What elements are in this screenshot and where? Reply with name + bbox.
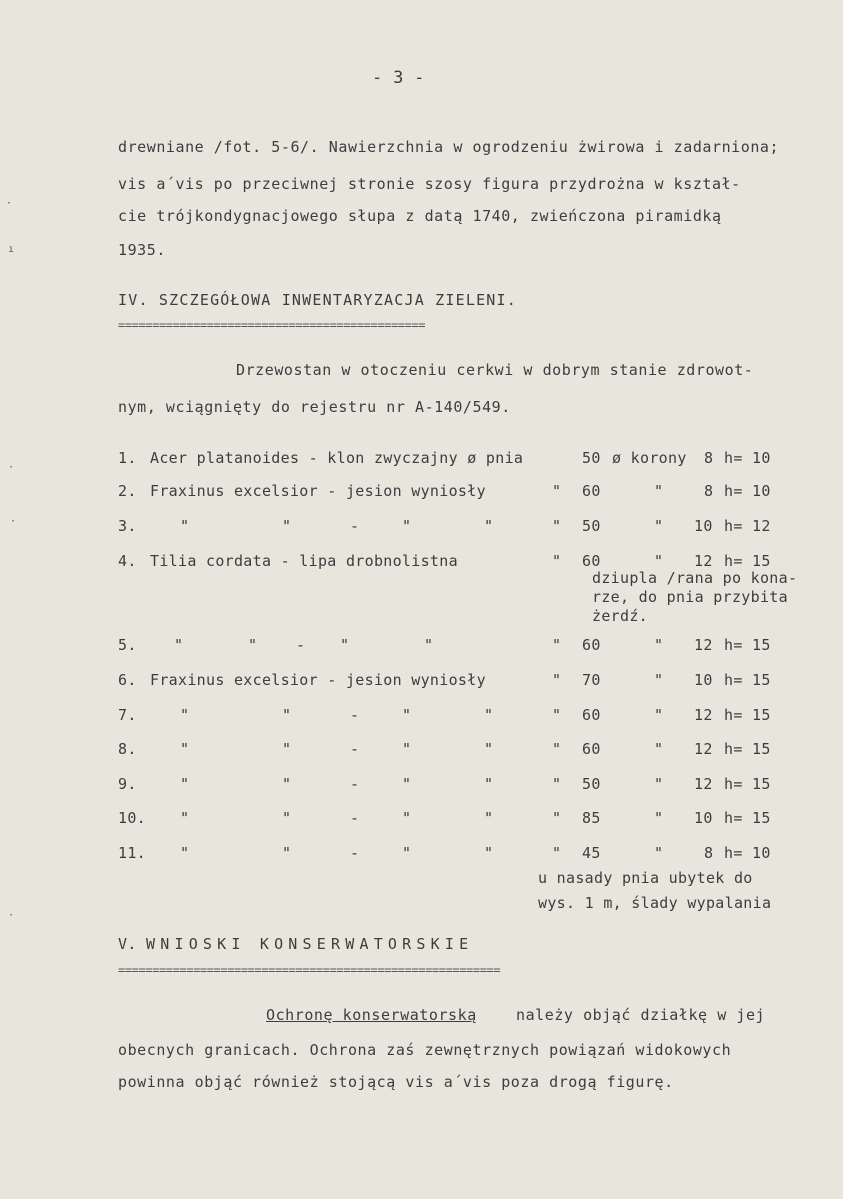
species-name: Fraxinus excelsior - jesion wyniosły bbox=[150, 482, 486, 500]
trunk-diameter: 45 bbox=[582, 844, 601, 862]
dash: - bbox=[350, 517, 360, 535]
crown-diameter: 8 bbox=[704, 449, 714, 467]
row-number: 9. bbox=[118, 775, 137, 793]
dash: - bbox=[350, 706, 360, 724]
ditto-mark: " bbox=[484, 775, 494, 793]
ditto-mark: " bbox=[484, 844, 494, 862]
page-number: - 3 - bbox=[372, 68, 425, 88]
height: h= 15 bbox=[724, 671, 771, 689]
section-4-paragraph-line-2: nym, wciągnięty do rejestru nr A-140/549. bbox=[118, 398, 511, 416]
intro-line-1: drewniane /fot. 5-6/. Nawierzchnia w ogrodzeniu żwirowa i zadarniona; bbox=[118, 138, 780, 156]
ditto-mark: " bbox=[552, 740, 562, 758]
ditto-mark: " bbox=[552, 636, 562, 654]
ditto-mark: " bbox=[402, 706, 412, 724]
ditto-mark: " bbox=[180, 740, 190, 758]
section-5-paragraph-lead: Ochronę konserwatorską bbox=[266, 1006, 477, 1024]
crown-diameter: 12 bbox=[694, 740, 713, 758]
margin-speck: · bbox=[8, 910, 15, 921]
height: h= 10 bbox=[724, 449, 771, 467]
row-number: 6. bbox=[118, 671, 137, 689]
ditto-mark: " bbox=[654, 740, 664, 758]
ditto-mark: " bbox=[484, 809, 494, 827]
crown-diameter: 12 bbox=[694, 706, 713, 724]
section-5-rule: ======================================================== bbox=[118, 963, 501, 977]
height: h= 15 bbox=[724, 552, 771, 570]
row-number: 10. bbox=[118, 809, 146, 827]
intro-line-3: cie trójkondygnacjowego słupa z datą 1740, zwieńczona piramidką bbox=[118, 207, 722, 225]
section-4-rule: ============================================= bbox=[118, 318, 426, 332]
ditto-mark: " bbox=[654, 844, 664, 862]
trunk-diameter: 50 bbox=[582, 449, 601, 467]
trunk-diameter: 50 bbox=[582, 775, 601, 793]
dash: - bbox=[350, 844, 360, 862]
tree-4-note-line-3: żerdź. bbox=[592, 607, 648, 625]
trunk-diameter: 70 bbox=[582, 671, 601, 689]
ditto-mark: " bbox=[402, 740, 412, 758]
dash: - bbox=[350, 740, 360, 758]
ditto-mark: " bbox=[484, 706, 494, 724]
ditto-mark: " bbox=[424, 636, 434, 654]
tree-row-8 bbox=[118, 740, 818, 762]
trunk-diameter: 60 bbox=[582, 636, 601, 654]
row-number: 4. bbox=[118, 552, 137, 570]
crown-diameter: 12 bbox=[694, 552, 713, 570]
species-name: Tilia cordata - lipa drobnolistna bbox=[150, 552, 458, 570]
ditto-mark: " bbox=[402, 809, 412, 827]
tree-row-11 bbox=[118, 844, 818, 866]
margin-speck: · bbox=[8, 462, 15, 473]
crown-diameter: 10 bbox=[694, 671, 713, 689]
tree-row-7 bbox=[118, 706, 818, 728]
ditto-mark: " bbox=[402, 844, 412, 862]
ditto-mark: " bbox=[552, 552, 562, 570]
ditto-mark: " bbox=[282, 706, 292, 724]
trunk-diameter: 60 bbox=[582, 706, 601, 724]
margin-speck: · bbox=[6, 198, 13, 209]
ditto-mark: " bbox=[654, 809, 664, 827]
crown-diameter: 8 bbox=[704, 482, 714, 500]
ditto-mark: " bbox=[282, 775, 292, 793]
row-number: 7. bbox=[118, 706, 137, 724]
ditto-mark: " bbox=[552, 671, 562, 689]
ditto-mark: " bbox=[402, 775, 412, 793]
margin-speck: ı bbox=[8, 244, 15, 255]
ditto-mark: " bbox=[248, 636, 258, 654]
ditto-mark: " bbox=[174, 636, 184, 654]
ditto-mark: " bbox=[484, 740, 494, 758]
trunk-diameter: 85 bbox=[582, 809, 601, 827]
ditto-mark: " bbox=[282, 844, 292, 862]
ditto-mark: " bbox=[654, 671, 664, 689]
height: h= 12 bbox=[724, 517, 771, 535]
ditto-mark: " bbox=[282, 517, 292, 535]
section-5-paragraph-line-3: powinna objąć również stojącą vis a´vis poza drogą figurę. bbox=[118, 1073, 674, 1091]
ditto-mark: " bbox=[552, 775, 562, 793]
ditto-mark: " bbox=[552, 706, 562, 724]
height: h= 10 bbox=[724, 482, 771, 500]
row-number: 8. bbox=[118, 740, 137, 758]
ditto-mark: " bbox=[484, 517, 494, 535]
crown-diameter: 10 bbox=[694, 517, 713, 535]
height: h= 15 bbox=[724, 809, 771, 827]
ditto-mark: " bbox=[552, 482, 562, 500]
ditto-mark: " bbox=[180, 844, 190, 862]
margin-speck: · bbox=[10, 516, 17, 527]
height: h= 15 bbox=[724, 636, 771, 654]
tree-4-note-line-2: rze, do pnia przybita bbox=[592, 588, 788, 606]
height: h= 15 bbox=[724, 775, 771, 793]
section-5-paragraph-line-1: należy objąć działkę w jej bbox=[516, 1006, 766, 1024]
ditto-mark: " bbox=[552, 517, 562, 535]
crown-label: ø korony bbox=[612, 449, 687, 467]
tree-row-9 bbox=[118, 775, 818, 797]
ditto-mark: " bbox=[282, 740, 292, 758]
crown-diameter: 12 bbox=[694, 636, 713, 654]
section-5-heading: WNIOSKI KONSERWATORSKIE bbox=[146, 935, 474, 953]
tree-11-note-line-1: u nasady pnia ubytek do bbox=[538, 869, 753, 887]
tree-row-1 bbox=[118, 449, 818, 471]
tree-row-5 bbox=[118, 636, 818, 658]
tree-row-10 bbox=[118, 809, 818, 831]
height: h= 15 bbox=[724, 706, 771, 724]
ditto-mark: " bbox=[654, 482, 664, 500]
tree-row-2 bbox=[118, 482, 818, 504]
tree-4-note-line-1: dziupla /rana po kona- bbox=[592, 569, 798, 587]
crown-diameter: 12 bbox=[694, 775, 713, 793]
ditto-mark: " bbox=[552, 809, 562, 827]
section-5-number: V. bbox=[118, 935, 137, 953]
tree-row-6 bbox=[118, 671, 818, 693]
row-number: 2. bbox=[118, 482, 137, 500]
row-number: 1. bbox=[118, 449, 137, 467]
dash: - bbox=[350, 775, 360, 793]
trunk-diameter: 60 bbox=[582, 552, 601, 570]
ditto-mark: " bbox=[340, 636, 350, 654]
ditto-mark: " bbox=[654, 517, 664, 535]
ditto-mark: " bbox=[654, 706, 664, 724]
height: h= 15 bbox=[724, 740, 771, 758]
dash: - bbox=[296, 636, 306, 654]
dash: - bbox=[350, 809, 360, 827]
intro-line-4: 1935. bbox=[118, 241, 166, 259]
ditto-mark: " bbox=[180, 706, 190, 724]
ditto-mark: " bbox=[402, 517, 412, 535]
section-4-heading: IV. SZCZEGÓŁOWA INWENTARYZACJA ZIELENI. bbox=[118, 291, 517, 309]
ditto-mark: " bbox=[180, 809, 190, 827]
crown-diameter: 8 bbox=[704, 844, 714, 862]
trunk-diameter: 50 bbox=[582, 517, 601, 535]
tree-row-3 bbox=[118, 517, 818, 539]
intro-line-2: vis a´vis po przeciwnej stronie szosy figura przydrożna w kształ- bbox=[118, 175, 741, 193]
ditto-mark: " bbox=[654, 552, 664, 570]
ditto-mark: " bbox=[654, 636, 664, 654]
trunk-diameter: 60 bbox=[582, 482, 601, 500]
section-5-paragraph-line-2: obecnych granicach. Ochrona zaś zewnętrznych powiązań widokowych bbox=[118, 1041, 732, 1059]
ditto-mark: " bbox=[282, 809, 292, 827]
tree-11-note-line-2: wys. 1 m, ślady wypalania bbox=[538, 894, 772, 912]
ditto-mark: " bbox=[552, 844, 562, 862]
row-number: 11. bbox=[118, 844, 146, 862]
species-name: Fraxinus excelsior - jesion wyniosły bbox=[150, 671, 486, 689]
trunk-diameter: 60 bbox=[582, 740, 601, 758]
ditto-mark: " bbox=[180, 775, 190, 793]
section-4-paragraph-line-1: Drzewostan w otoczeniu cerkwi w dobrym stanie zdrowot- bbox=[236, 361, 754, 379]
ditto-mark: " bbox=[180, 517, 190, 535]
height: h= 10 bbox=[724, 844, 771, 862]
species-name: Acer platanoides - klon zwyczajny ø pnia bbox=[150, 449, 524, 467]
row-number: 5. bbox=[118, 636, 137, 654]
row-number: 3. bbox=[118, 517, 137, 535]
ditto-mark: " bbox=[654, 775, 664, 793]
crown-diameter: 10 bbox=[694, 809, 713, 827]
